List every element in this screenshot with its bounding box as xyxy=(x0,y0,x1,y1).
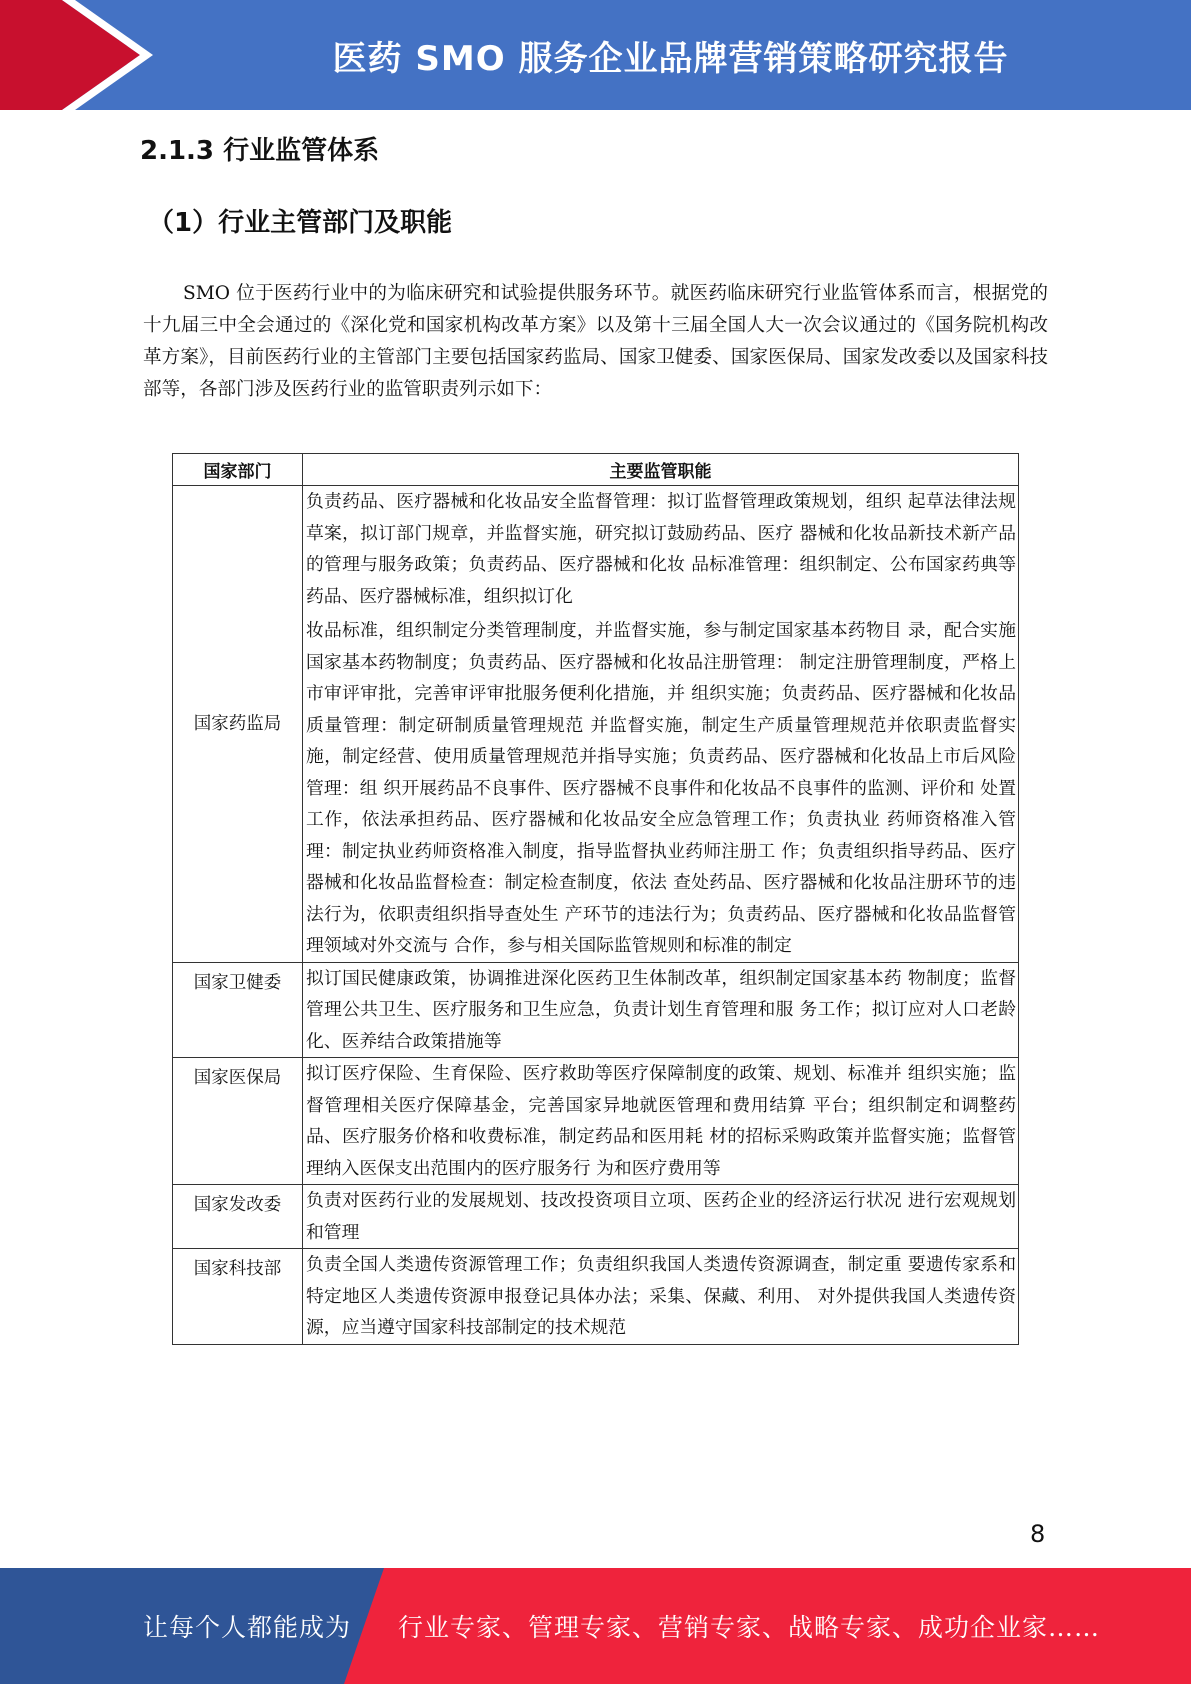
duty-text: 负责药品、医疗器械和化妆品安全监督管理：拟订监督管理政策规划，组织 起草法律法规草案，拟订部门规章，并监督实施，研究拟订鼓励药品、医疗 器械和化妆品新技术新产品的管理与服务政策；负责药品、医疗器械和化妆 品标准管理：组织制定、公布国家药典等药品、医疗器械标准，组织拟订化 xyxy=(306,491,1016,607)
duty-cell xyxy=(303,962,1019,1058)
duty-cell xyxy=(303,1185,1019,1249)
report-title: 医药 SMO 服务企业品牌营销策略研究报告 xyxy=(332,38,1009,79)
column-header-duties: 主要监管职能 xyxy=(303,454,1019,486)
duty-text: 拟订医疗保险、生育保险、医疗救助等医疗保障制度的政策、规划、标准并 组织实施；监督管理相关医疗保障基金，完善国家异地就医管理和费用结算 平台；组织制定和调整药品、医疗服务价格和收费标准，制定药品和医用耗 材的招标采购政策并监督实施；监督管理纳入医保支出范围内的医疗服务行 为和医疗费用等 xyxy=(306,1063,1016,1179)
table-row xyxy=(173,1185,1019,1249)
dept-cell: 国家发改委 xyxy=(173,1185,303,1249)
section-heading: 2.1.3 行业监管体系 xyxy=(140,136,380,166)
subsection-heading: （1）行业主管部门及职能 xyxy=(148,208,453,238)
duty-text: 妆品标准，组织制定分类管理制度，并监督实施，参与制定国家基本药物目 录，配合实施国家基本药物制度；负责药品、医疗器械和化妆品注册管理： 制定注册管理制度，严格上市审评审批，完善审评审批服务便利化措施，并 组织实施；负责药品、医疗器械和化妆品质量管理：制定研制质量管理规范 并监督实施，制定生产质量管理规范并依职责监督实施，制定经营、使用质量管理规范并指导实施；负责药品、医疗器械和化妆品上市后风险管理：组 织开展药品不良事件、医疗器械不良事件和化妆品不良事件的监测、评价和 处置工作，依法承担药品、医疗器械和化妆品安全应急管理工作；负责执业 药师资格准入管理：制定执业药师资格准入制度，指导监督执业药师注册工 作；负责组织指导药品、医疗器械和化妆品监督检查：制定检查制度，依法 查处药品、医疗器械和化妆品注册环节的违法行为，依职责组织指导查处生 产环节的违法行为；负责药品、医疗器械和化妆品监督管理领域对外交流与 合作，参与相关国际监管规则和标准的制定 xyxy=(306,620,1016,956)
table-row xyxy=(173,962,1019,1058)
table-row xyxy=(173,1058,1019,1185)
page-footer xyxy=(0,1568,1191,1684)
duty-cell xyxy=(303,486,1019,963)
dept-cell: 国家药监局 xyxy=(173,486,303,963)
duty-text: 拟订国民健康政策，协调推进深化医药卫生体制改革，组织制定国家基本药 物制度；监督管理公共卫生、医疗服务和卫生应急，负责计划生育管理和服 务工作；拟订应对人口老龄化、医养结合政策措施等 xyxy=(306,967,1016,1052)
column-header-dept: 国家部门 xyxy=(173,454,303,486)
duty-text: 负责对医药行业的发展规划、技改投资项目立项、医药企业的经济运行状况 进行宏观规划和管理 xyxy=(306,1190,1016,1243)
table-row xyxy=(173,1249,1019,1345)
regulatory-table xyxy=(172,453,1019,1345)
duty-text: 负责全国人类遗传资源管理工作；负责组织我国人类遗传资源调查，制定重 要遗传家系和特定地区人类遗传资源申报登记具体办法；采集、保藏、利用、 对外提供我国人类遗传资源，应当遵守国家科技部制定的技术规范 xyxy=(306,1254,1016,1338)
footer-slogan-left: 让每个人都能成为 xyxy=(143,1613,352,1642)
dept-cell: 国家医保局 xyxy=(173,1058,303,1185)
table-row xyxy=(173,486,1019,963)
dept-cell: 国家科技部 xyxy=(173,1249,303,1345)
header-chevron-decoration xyxy=(0,0,160,110)
dept-cell: 国家卫健委 xyxy=(173,962,303,1058)
table-header-row xyxy=(173,454,1019,486)
footer-slogan-right: 行业专家、管理专家、营销专家、战略专家、成功企业家…… xyxy=(398,1613,1101,1642)
duty-cell xyxy=(303,1058,1019,1185)
page-number: 8 xyxy=(1030,1520,1046,1548)
duty-cell xyxy=(303,1249,1019,1345)
intro-paragraph: SMO 位于医药行业中的为临床研究和试验提供服务环节。就医药临床研究行业监管体系而言，根据党的十九届三中全会通过的《深化党和国家机构改革方案》以及第十三届全国人大一次会议通过的《国务院机构改革方案》，目前医药行业的主管部门主要包括国家药监局、国家卫健委、国家医保局、国家发改委以及国家科技部等，各部门涉及医药行业的监管职责列示如下： xyxy=(143,283,1048,400)
page-header xyxy=(0,0,1191,110)
